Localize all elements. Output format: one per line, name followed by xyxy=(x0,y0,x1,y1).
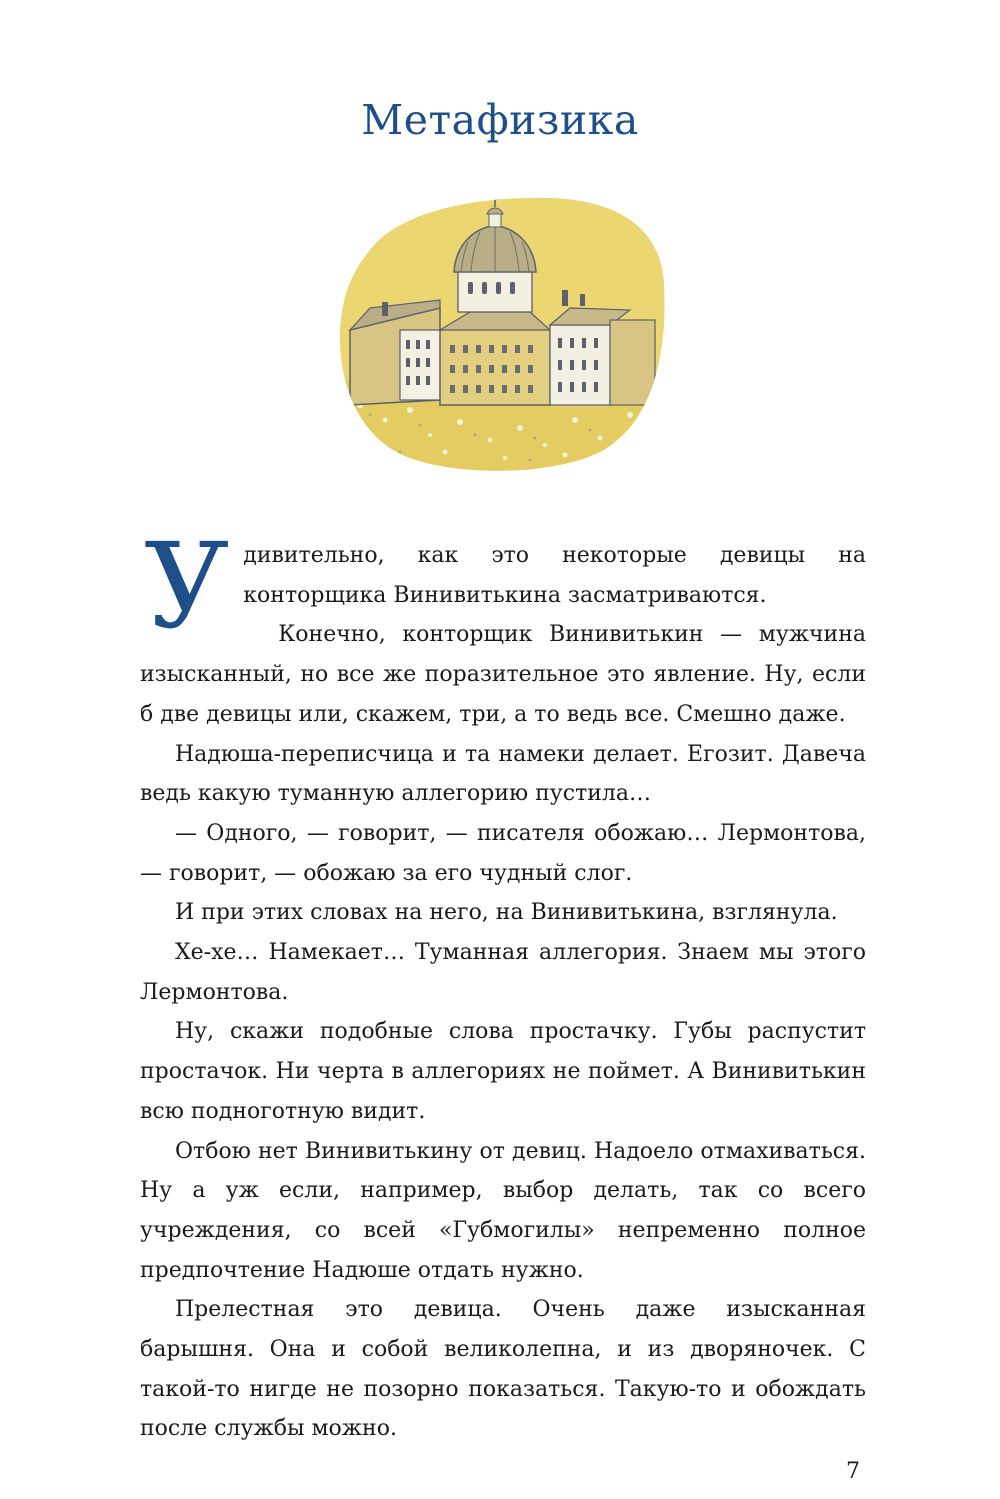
paragraph-text: дивительно, как это некоторые девицы на конторщика Винивитькина засматриваются. xyxy=(243,543,866,608)
paragraph-5: И при этих словах на него, на Винивитькина, взглянула. xyxy=(175,900,838,926)
drop-cap: У xyxy=(144,517,230,655)
paragraph-2: Конечно, конторщик Винивитькин — мужчина изысканный, но все же поразительное это явление. Ну, если б две девицы или, скажем, три, а то ведь все. Смешно даже. xyxy=(140,622,866,727)
page-number: 7 xyxy=(846,1459,860,1484)
paragraph-7: Ну, скажи подобные слова простачку. Губы распустит простачок. Ни черта в аллегориях не поймет. А Винивитькин всю подноготную видит. xyxy=(140,1019,866,1124)
chapter-title: Метафизика xyxy=(361,96,639,144)
paragraph-6: Хе-хе… Намекает… Туманная аллегория. Знаем мы этого Лермонтова. xyxy=(140,940,866,1005)
paragraph-4: — Одного, — говорит, — писателя обожаю… Лермонтова, — говорит, — обожаю за его чудный слог. xyxy=(140,820,866,886)
paragraph-9: Прелестная это девица. Очень даже изысканная барышня. Она и собой великолепна, и из дворяночек. С такой-то нигде не позорно показаться. Такую-то и обождать после службы можно. xyxy=(140,1297,866,1442)
paragraph-8: Отбою нет Винивитькину от девиц. Надоело отмахиваться. Ну а уж если, например, выбор делать, так со всего учреждения, со всей «Губмогилы» непременно полное предпочтение Надюше отдать нужно. xyxy=(140,1138,866,1283)
body-text xyxy=(140,517,866,1449)
domed-building-illustration xyxy=(330,190,670,475)
paragraph-1 xyxy=(140,517,866,655)
paragraph-3: Надюша-переписчица и та намеки делает. Егозит. Давеча ведь какую туманную аллегорию пустила… xyxy=(140,741,866,807)
